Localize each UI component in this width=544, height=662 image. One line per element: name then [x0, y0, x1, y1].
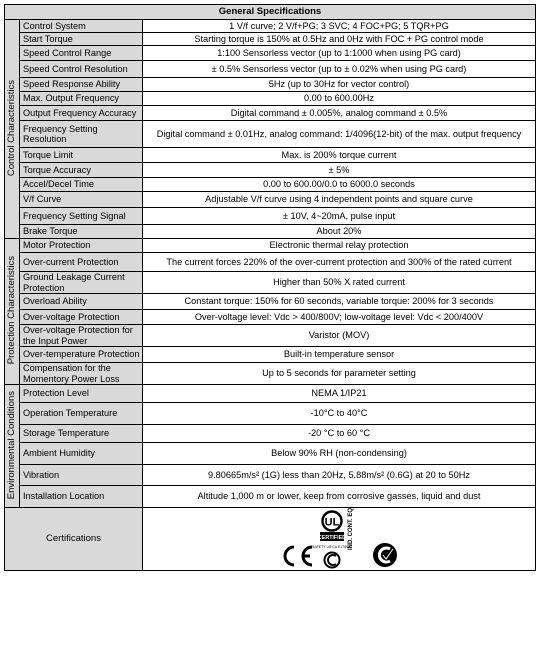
- category-label: [5, 20, 20, 239]
- spec-value: Electronic thermal relay protection: [143, 239, 536, 253]
- spec-value: Digital command ± 0.005%, analog command ± 0.5%: [143, 106, 536, 121]
- spec-label: V/f Curve: [20, 192, 143, 208]
- spec-label: Overload Ability: [20, 294, 143, 310]
- spec-row: [5, 253, 536, 272]
- ul-logo-text: UL: [324, 516, 340, 529]
- spec-row: [5, 46, 536, 61]
- spec-label: Torque Limit: [20, 148, 143, 163]
- spec-label: Accel/Decel Time: [20, 178, 143, 192]
- ce-mark-icon: [280, 544, 314, 568]
- spec-value: Higher than 50% X rated current: [143, 272, 536, 294]
- category-text: Protection Characteristics: [5, 256, 17, 365]
- spec-label: Speed Response Ability: [20, 78, 143, 92]
- spec-value: ± 10V, 4~20mA, pulse input: [143, 208, 536, 225]
- ul-certified-text: CERTIFIED: [318, 535, 346, 541]
- spec-row: [5, 403, 536, 425]
- spec-row: [5, 239, 536, 253]
- spec-label: Protection Level: [20, 385, 143, 403]
- spec-row: [5, 78, 536, 92]
- spec-label: Motor Protection: [20, 239, 143, 253]
- spec-label: Speed Control Range: [20, 46, 143, 61]
- spec-row: [5, 443, 536, 465]
- spec-row: [5, 225, 536, 239]
- spec-value: Altitude 1,000 m or lower, keep from corrosive gasses, liquid and dust: [143, 486, 536, 508]
- spec-label: Ambient Humidity: [20, 443, 143, 465]
- spec-row: [5, 310, 536, 325]
- spec-value: Digital command ± 0.01Hz, analog command: 1/4096(12-bit) of the max. output frequency: [143, 121, 536, 148]
- spec-value: Varistor (MOV): [143, 325, 536, 347]
- spec-value: Starting torque is 150% at 0.5Hz and 0Hz with FOC + PG control mode: [143, 33, 536, 46]
- spec-table: [4, 4, 536, 571]
- spec-value: NEMA 1/IP21: [143, 385, 536, 403]
- spec-row: [5, 163, 536, 178]
- spec-row: [5, 208, 536, 225]
- spec-label: Over-voltage Protection: [20, 310, 143, 325]
- spec-value: 9.80665m/s² (1G) less than 20Hz, 5.88m/s² (0.6G) at 20 to 50Hz: [143, 465, 536, 486]
- spec-value: Adjustable V/f curve using 4 independent points and square curve: [143, 192, 536, 208]
- spec-value: 0.00 to 600.00Hz: [143, 92, 536, 106]
- spec-row: [5, 61, 536, 78]
- spec-value: The current forces 220% of the over-current protection and 300% of the rated current: [143, 253, 536, 272]
- spec-value: 1 V/f curve; 2 V/f+PG; 3 SVC; 4 FOC+PG; 5 TQR+PG: [143, 20, 536, 33]
- table-header-row: [5, 5, 536, 20]
- spec-row: [5, 486, 536, 508]
- category-label: [5, 239, 20, 385]
- general-specifications: [4, 4, 535, 571]
- certifications-row: [5, 508, 536, 571]
- spec-row: [5, 465, 536, 486]
- category-label: [5, 385, 20, 508]
- spec-value: 5Hz (up to 30Hz for vector control): [143, 78, 536, 92]
- certifications-label: Certifications: [5, 508, 143, 571]
- spec-value: -20 °C to 60 °C: [143, 425, 536, 443]
- spec-value: -10°C to 40°C: [143, 403, 536, 425]
- spec-label: Output Frequency Accuracy: [20, 106, 143, 121]
- spec-row: [5, 325, 536, 347]
- spec-label: Brake Torque: [20, 225, 143, 239]
- spec-label: Over-temperature Protection: [20, 347, 143, 363]
- spec-row: [5, 272, 536, 294]
- spec-row: [5, 363, 536, 385]
- spec-value: ± 5%: [143, 163, 536, 178]
- ind-cont-eq-text: IND. CONT. EQ.: [348, 506, 354, 550]
- spec-row: [5, 192, 536, 208]
- spec-row: [5, 148, 536, 163]
- cul-mark-icon: [372, 542, 398, 568]
- spec-label: Storage Temperature: [20, 425, 143, 443]
- spec-label: Max. Output Frequency: [20, 92, 143, 106]
- spec-row: [5, 106, 536, 121]
- spec-row: [5, 347, 536, 363]
- spec-label: Speed Control Resolution: [20, 61, 143, 78]
- spec-value: 0.00 to 600.00/0.0 to 6000.0 seconds: [143, 178, 536, 192]
- category-text: Control Characteristics: [5, 79, 17, 176]
- category-text: Environmental Conditions: [5, 390, 17, 499]
- table-title: General Specifications: [5, 5, 536, 20]
- spec-label: Compensation for the Momentory Power Loss: [20, 363, 143, 385]
- spec-value: ± 0.5% Sensorless vector (up to ± 0.02% when using PG card): [143, 61, 536, 78]
- certifications-logos: [143, 508, 536, 571]
- spec-row: [5, 33, 536, 46]
- spec-label: Over-voltage Protection for the Input Power: [20, 325, 143, 347]
- spec-value: About 20%: [143, 225, 536, 239]
- spec-label: Torque Accuracy: [20, 163, 143, 178]
- spec-row: [5, 385, 536, 403]
- spec-label: Frequency Setting Resolution: [20, 121, 143, 148]
- spec-row: [5, 20, 536, 33]
- spec-label: Frequency Setting Signal: [20, 208, 143, 225]
- spec-row: [5, 92, 536, 106]
- spec-row: [5, 121, 536, 148]
- spec-value: 1:100 Sensorless vector (up to 1:1000 when using PG card): [143, 46, 536, 61]
- spec-row: [5, 178, 536, 192]
- spec-label: Over-current Protection: [20, 253, 143, 272]
- spec-label: Start Torque: [20, 33, 143, 46]
- spec-row: [5, 294, 536, 310]
- spec-value: Over-voltage level: Vdc > 400/800V; low-voltage level: Vdc < 200/400V: [143, 310, 536, 325]
- spec-value: Max. is 200% torque current: [143, 148, 536, 163]
- spec-value: Constant torque: 150% for 60 seconds, variable torque: 200% for 3 seconds: [143, 294, 536, 310]
- ul-safety-text: SAFETY US CA E176972: [311, 545, 353, 549]
- spec-value: Up to 5 seconds for parameter setting: [143, 363, 536, 385]
- spec-value: Below 90% RH (non-condensing): [143, 443, 536, 465]
- spec-label: Installation Location: [20, 486, 143, 508]
- spec-label: Control System: [20, 20, 143, 33]
- spec-value: Built-in temperature sensor: [143, 347, 536, 363]
- ul-listed-icon: [311, 506, 368, 568]
- spec-label: Operation Temperature: [20, 403, 143, 425]
- spec-label: Vibration: [20, 465, 143, 486]
- spec-body: [5, 20, 536, 508]
- spec-label: Ground Leakage Current Protection: [20, 272, 143, 294]
- spec-row: [5, 425, 536, 443]
